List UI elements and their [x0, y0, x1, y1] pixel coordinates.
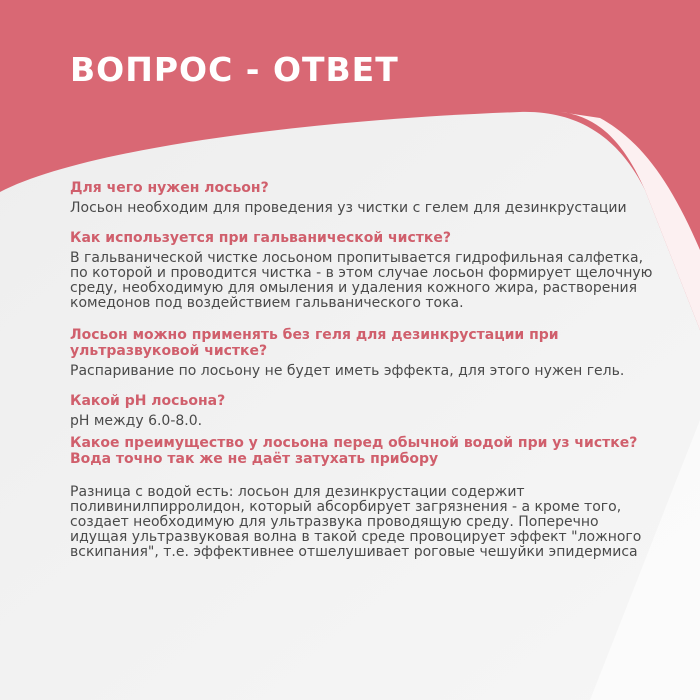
page-title: ВОПРОС - ОТВЕТ: [70, 50, 399, 89]
qa-item-1: [70, 180, 655, 216]
question-5: Какое преимущество у лосьона перед обычной водой при уз чистке? Вода точно так же не даёт затухать прибору: [70, 435, 638, 467]
qa-item-3: [70, 327, 655, 379]
question-1: Для чего нужен лосьон?: [70, 180, 269, 196]
qa-item-4: [70, 393, 655, 429]
answer-4: pH между 6.0-8.0.: [70, 413, 203, 429]
qa-item-5: [70, 435, 655, 560]
question-4: Какой pH лосьона?: [70, 393, 226, 409]
question-3: Лосьон можно применять без геля для дезинкрустации при ультразвуковой чистке?: [70, 327, 559, 359]
qa-item-2: [70, 230, 655, 311]
answer-1: Лосьон необходим для проведения уз чистки с гелем для дезинкрустации: [70, 200, 627, 216]
answer-5: Разница с водой есть: лосьон для дезинкрустации содержит поливинилпирролидон, который абсорбирует загрязнения - а кроме того, создает необходимую для ультразвука проводящую среду. Поперечно идущая ультразвуковая волна в такой среде провоцирует эффект "ложного вскипания", т.е. эффективнее отшелушивает роговые чешуйки эпидермиса: [70, 484, 642, 560]
qa-list: [70, 180, 655, 560]
answer-3: Распаривание по лосьону не будет иметь эффекта, для этого нужен гель.: [70, 363, 625, 379]
question-2: Как используется при гальванической чистке?: [70, 230, 452, 246]
answer-2: В гальванической чистке лосьоном пропитывается гидрофильная салфетка, по которой и проводится чистка - в этом случае лосьон формирует щелочную среду, необходимую для омыления и удаления кожного жира, растворения комедонов под воздействием гальванического тока.: [70, 250, 653, 311]
